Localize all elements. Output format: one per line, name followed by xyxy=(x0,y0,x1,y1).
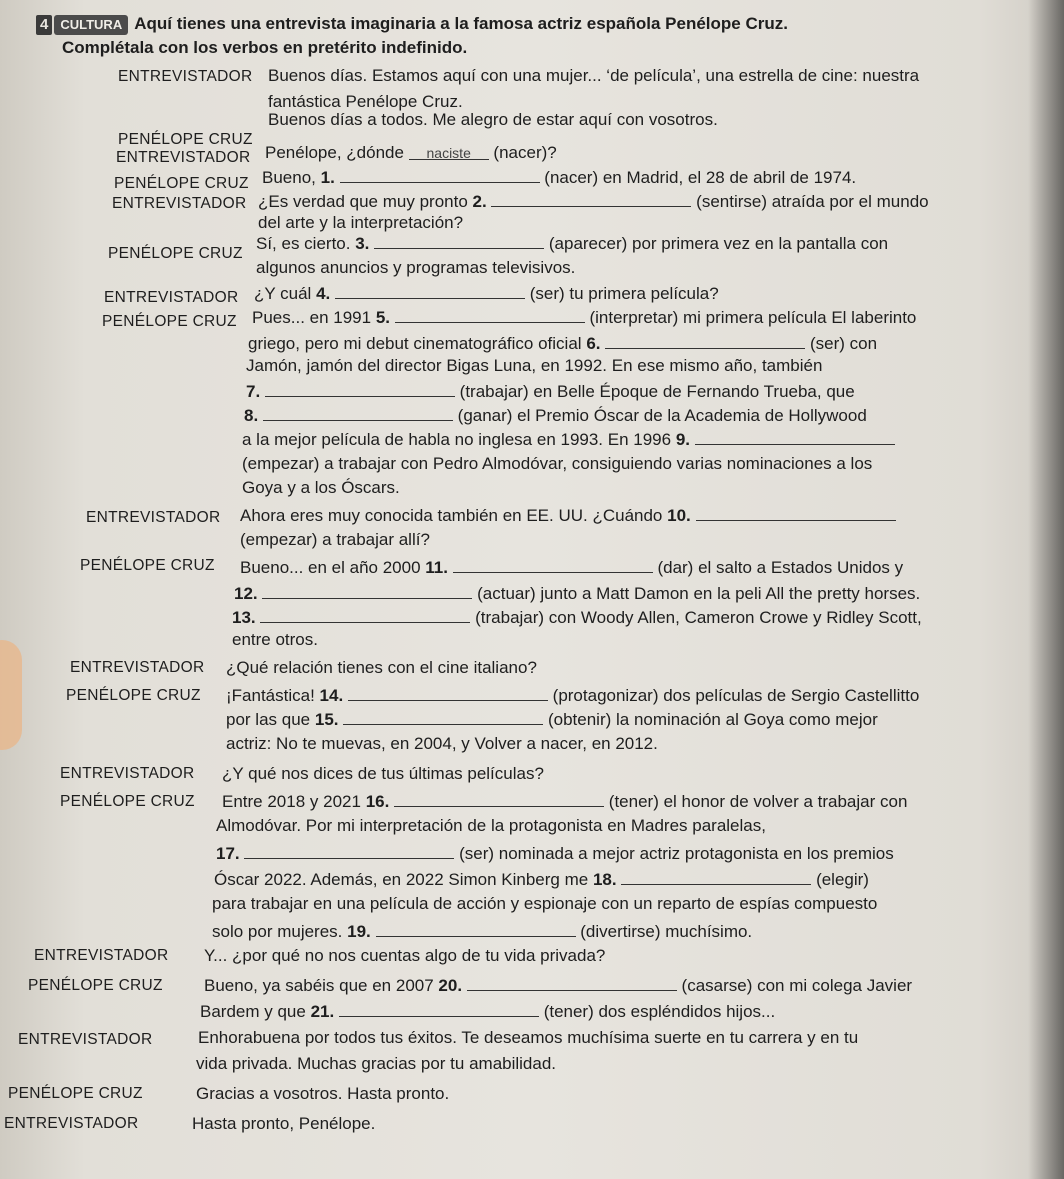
speaker-label: ENTREVISTADOR xyxy=(4,1115,139,1132)
example-answer: naciste xyxy=(409,143,489,160)
dialogue-row: Sí, es cierto. 3. (aparecer) por primera vez en la pantalla con xyxy=(256,234,889,253)
answer-blank[interactable] xyxy=(467,974,677,991)
dialogue-row: 13. (trabajar) con Woody Allen, Cameron Crowe y Ridley Scott, xyxy=(232,608,922,627)
dialogue-row: Bardem y que 21. (tener) dos espléndidos hijos... xyxy=(200,1002,776,1021)
dialogue-text: Y... ¿por qué no nos cuentas algo de tu vida privada? xyxy=(204,946,606,965)
answer-blank[interactable] xyxy=(453,556,653,573)
dialogue-text: (empezar) a trabajar con Pedro Almodóvar, consiguiendo varias nominaciones a los xyxy=(242,454,873,473)
answer-blank[interactable] xyxy=(695,428,895,445)
answer-blank[interactable] xyxy=(376,920,576,937)
dialogue-row: Entre 2018 y 2021 16. (tener) el honor de volver a trabajar con xyxy=(222,792,908,811)
page-edge-shadow xyxy=(1028,0,1064,1179)
dialogue-row: ¿Es verdad que muy pronto 2. (sentirse) atraída por el mundo xyxy=(258,192,929,211)
dialogue-row: ¡Fantástica! 14. (protagonizar) dos películas de Sergio Castellitto xyxy=(226,686,920,705)
answer-blank[interactable] xyxy=(339,1000,539,1017)
answer-blank[interactable] xyxy=(605,332,805,349)
answer-blank[interactable] xyxy=(395,306,585,323)
dialogue-text: (empezar) a trabajar allí? xyxy=(240,530,430,549)
speaker-label: PENÉLOPE CRUZ xyxy=(66,687,201,704)
dialogue-row: Bueno... en el año 2000 11. (dar) el salto a Estados Unidos y xyxy=(240,558,904,577)
dialogue-row: por las que 15. (obtenir) la nominación al Goya como mejor xyxy=(226,710,878,729)
answer-blank[interactable] xyxy=(335,282,525,299)
answer-blank[interactable] xyxy=(696,504,896,521)
dialogue-text: ¿Qué relación tienes con el cine italiano? xyxy=(226,658,537,677)
speaker-label: PENÉLOPE CRUZ xyxy=(114,175,249,192)
dialogue-text: Goya y a los Óscars. xyxy=(242,478,400,497)
dialogue-row: griego, pero mi debut cinematográfico oficial 6. (ser) con xyxy=(248,334,878,353)
speaker-label: ENTREVISTADOR xyxy=(104,289,239,306)
dialogue-row: solo por mujeres. 19. (divertirse) muchísimo. xyxy=(212,922,753,941)
answer-blank[interactable] xyxy=(621,868,811,885)
dialogue-text: Hasta pronto, Penélope. xyxy=(192,1114,376,1133)
speaker-label: ENTREVISTADOR xyxy=(86,509,221,526)
dialogue-text: algunos anuncios y programas televisivos. xyxy=(256,258,576,277)
answer-blank[interactable] xyxy=(265,380,455,397)
dialogue-text: entre otros. xyxy=(232,630,318,649)
dialogue-text: Enhorabuena por todos tus éxitos. Te deseamos muchísima suerte en tu carrera y en tu xyxy=(198,1028,859,1047)
dialogue-row: a la mejor película de habla no inglesa en 1993. En 1996 9. xyxy=(242,428,895,450)
dialogue-text: vida privada. Muchas gracias por tu amabilidad. xyxy=(196,1054,557,1073)
dialogue-row: 12. (actuar) junto a Matt Damon en la peli All the pretty horses. xyxy=(234,584,921,603)
dialogue-row: Penélope, ¿dónde naciste (nacer)? xyxy=(265,143,557,162)
dialogue-row: Bueno, ya sabéis que en 2007 20. (casarse) con mi colega Javier xyxy=(204,976,913,995)
dialogue-row: ¿Y cuál 4. (ser) tu primera película? xyxy=(254,284,719,303)
answer-blank[interactable] xyxy=(263,404,453,421)
dialogue-text: actriz: No te muevas, en 2004, y Volver a nacer, en 2012. xyxy=(226,734,658,753)
dialogue-row: Óscar 2022. Además, en 2022 Simon Kinberg me 18. (elegir) xyxy=(214,870,869,889)
speaker-label: ENTREVISTADOR xyxy=(18,1031,153,1048)
dialogue-text: fantástica Penélope Cruz. xyxy=(268,92,463,111)
dialogue-row: Bueno, 1. (nacer) en Madrid, el 28 de abril de 1974. xyxy=(262,168,857,187)
dialogue-row: 7. (trabajar) en Belle Époque de Fernando Trueba, que xyxy=(246,382,855,401)
answer-blank[interactable] xyxy=(343,708,543,725)
answer-blank[interactable] xyxy=(262,582,472,599)
culture-badge: CULTURA xyxy=(54,15,128,35)
speaker-label: PENÉLOPE CRUZ xyxy=(60,793,195,810)
dialogue-row: 8. (ganar) el Premio Óscar de la Academia de Hollywood xyxy=(244,406,867,425)
dialogue-text: Almodóvar. Por mi interpretación de la protagonista en Madres paralelas, xyxy=(216,816,766,835)
speaker-label: PENÉLOPE CRUZ xyxy=(108,245,243,262)
dialogue-text: Buenos días a todos. Me alegro de estar aquí con vosotros. xyxy=(268,110,718,129)
answer-blank[interactable] xyxy=(244,842,454,859)
thumb-shadow xyxy=(0,640,22,750)
dialogue-row: Ahora eres muy conocida también en EE. UU. ¿Cuándo 10. xyxy=(240,504,896,526)
speaker-label: ENTREVISTADOR xyxy=(60,765,195,782)
dialogue-row xyxy=(118,66,253,87)
speaker-label: PENÉLOPE CRUZ xyxy=(118,131,253,148)
dialogue-text: Jamón, jamón del director Bigas Luna, en 1992. En ese mismo año, también xyxy=(246,356,823,375)
answer-blank[interactable] xyxy=(374,232,544,249)
exercise-header xyxy=(36,14,788,35)
dialogue-row: Pues... en 1991 5. (interpretar) mi primera película El laberinto xyxy=(252,308,917,327)
answer-blank[interactable] xyxy=(340,166,540,183)
dialogue-row: 17. (ser) nominada a mejor actriz protagonista en los premios xyxy=(216,844,894,863)
dialogue-text: para trabajar en una película de acción y espionaje con un reparto de espías compuesto xyxy=(212,894,878,913)
answer-blank[interactable] xyxy=(394,790,604,807)
speaker-label: PENÉLOPE CRUZ xyxy=(28,977,163,994)
speaker-label: PENÉLOPE CRUZ xyxy=(8,1085,143,1102)
answer-blank[interactable] xyxy=(491,190,691,207)
speaker-label: ENTREVISTADOR xyxy=(70,659,205,676)
speaker-label: PENÉLOPE CRUZ xyxy=(102,313,237,330)
answer-blank[interactable] xyxy=(348,684,548,701)
dialogue-text: Gracias a vosotros. Hasta pronto. xyxy=(196,1084,450,1103)
speaker-label: ENTREVISTADOR xyxy=(116,149,251,166)
exercise-number: 4 xyxy=(36,15,52,35)
exercise-title: Aquí tienes una entrevista imaginaria a la famosa actriz española Penélope Cruz. xyxy=(134,14,788,33)
answer-blank[interactable] xyxy=(260,606,470,623)
dialogue-text: Buenos días. Estamos aquí con una mujer... ‘de película’, una estrella de cine: nuestra xyxy=(268,66,920,85)
dialogue-text: ¿Y qué nos dices de tus últimas películas? xyxy=(222,764,544,783)
speaker-label: ENTREVISTADOR xyxy=(34,947,169,964)
speaker-label: ENTREVISTADOR xyxy=(112,195,247,212)
dialogue-text: del arte y la interpretación? xyxy=(258,213,464,232)
speaker-label: ENTREVISTADOR xyxy=(118,68,253,85)
speaker-label: PENÉLOPE CRUZ xyxy=(80,557,215,574)
exercise-instruction: Complétala con los verbos en pretérito indefinido. xyxy=(62,38,468,57)
